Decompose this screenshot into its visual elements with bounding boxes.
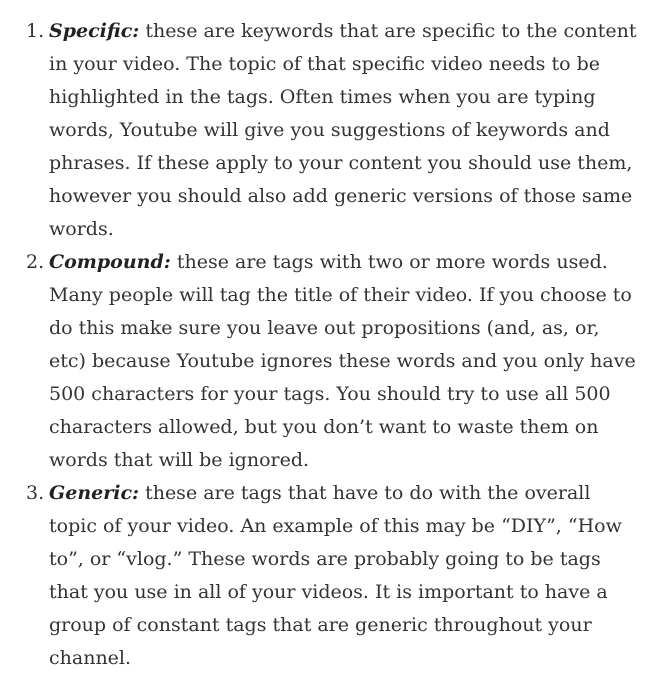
description-generic: these are tags that have to do with the overall topic of your video. An example of this may be “DIY”, “How to”, or “vlog.” These words are probably going to be tags that you use in all of your videos. It is important to have a group of constant tags that are generic throughout your channel. <box>49 482 622 669</box>
list-number: 3. <box>26 482 45 504</box>
list-number: 2. <box>26 251 45 273</box>
list-item-specific <box>0 15 646 246</box>
list-item-compound <box>0 246 646 477</box>
description-compound: these are tags with two or more words used. Many people will tag the title of their video. If you choose to do this make sure you leave out propositions (and, as, or, etc) because Youtube ignores these words and you only have 500 characters for your tags. You should try to use all 500 characters allowed, but you don’t want to waste them on words that will be ignored. <box>49 251 636 471</box>
list-number: 1. <box>26 20 45 42</box>
term-generic: Generic: <box>49 482 140 504</box>
tag-types-list <box>0 15 646 675</box>
term-specific: Specific: <box>49 20 140 42</box>
list-item-generic <box>0 477 646 675</box>
description-specific: these are keywords that are specific to the content in your video. The topic of that specific video needs to be highlighted in the tags. Often times when you are typing words, Youtube will give you suggestions of keywords and phrases. If these apply to your content you should use them, however you should also add generic versions of those same words. <box>49 20 637 240</box>
term-compound: Compound: <box>49 251 171 273</box>
